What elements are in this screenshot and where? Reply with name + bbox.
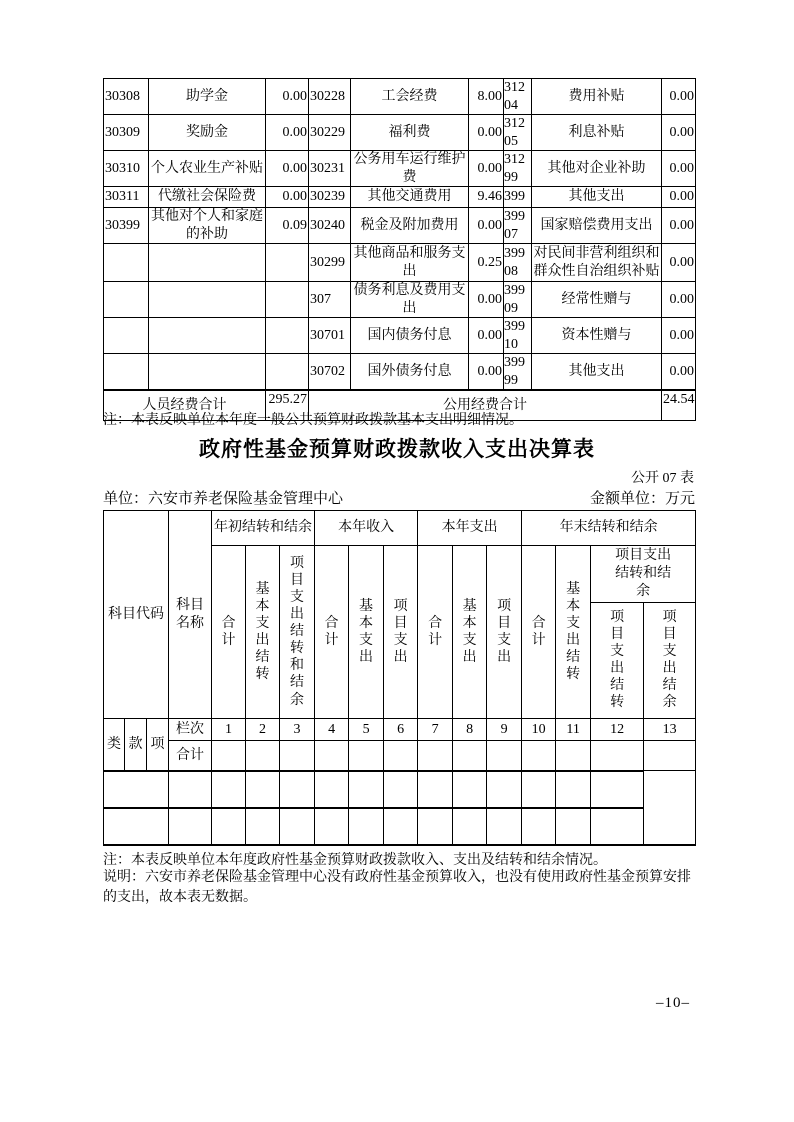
expense-group-header: 本年支出 [418, 511, 522, 546]
empty-cell [384, 808, 418, 845]
code-cell: 31299 [504, 151, 532, 187]
code-cell: 31204 [504, 79, 532, 115]
empty-cell [104, 808, 169, 845]
amount-cell [266, 354, 309, 391]
empty-cell [212, 741, 246, 771]
public-total-label: 公用经费合计 [309, 390, 662, 420]
empty-cell [212, 808, 246, 845]
amount-cell: 0.00 [266, 187, 309, 208]
column-number-cell: 6 [384, 719, 418, 741]
empty-cell [315, 808, 349, 845]
item-name-cell: 其他商品和服务支出 [351, 244, 469, 282]
code-cell: 30399 [104, 208, 149, 244]
item-name-cell: 其他交通费用 [351, 187, 469, 208]
section-title: 政府性基金预算财政拨款收入支出决算表 [199, 438, 595, 461]
empty-cell [556, 771, 591, 808]
column-header-label: 合计 [324, 615, 339, 648]
code-item-header: 项 [147, 719, 169, 771]
table-row [104, 187, 696, 208]
empty-cell [315, 771, 349, 808]
amount-cell: 0.00 [662, 318, 696, 354]
column-number-cell: 8 [453, 719, 487, 741]
item-name-cell: 助学金 [149, 79, 266, 115]
empty-cell [644, 741, 696, 771]
column-header [522, 546, 556, 719]
column-header [384, 546, 418, 719]
item-name-cell: 个人农业生产补贴 [149, 151, 266, 187]
empty-cell [418, 741, 453, 771]
item-name-cell [149, 244, 266, 282]
amount-cell [266, 244, 309, 282]
code-cell: 39909 [504, 282, 532, 318]
project-carryover-group-header [591, 546, 696, 603]
item-name-cell: 福利费 [351, 115, 469, 151]
table-row [104, 79, 696, 115]
income-group-header: 本年收入 [315, 511, 418, 546]
column-header [487, 546, 522, 719]
public-total-value: 24.54 [662, 390, 696, 420]
empty-cell [169, 771, 212, 808]
table-row [104, 282, 696, 318]
item-name-cell: 其他支出 [532, 187, 662, 208]
column-number-cell: 10 [522, 719, 556, 741]
group-header-label: 项目支出结转和结余 [615, 547, 672, 600]
empty-data-row [104, 771, 696, 808]
amount-cell [266, 318, 309, 354]
item-name-cell: 国内债务付息 [351, 318, 469, 354]
item-name-cell: 工会经费 [351, 79, 469, 115]
code-class-header: 类 [104, 719, 125, 771]
empty-cell [453, 741, 487, 771]
code-cell: 39907 [504, 208, 532, 244]
personnel-total-label: 人员经费合计 [104, 390, 266, 420]
table2-explanation: 说明：六安市养老保险基金管理中心没有政府性基金预算收入，也没有使用政府性基金预算安排的支出，故本表无数据。 [103, 870, 691, 905]
item-name-cell: 公务用车运行维护费 [351, 151, 469, 187]
amount-cell: 0.00 [469, 282, 504, 318]
column-header-label: 项目支出 [497, 598, 512, 665]
amount-cell: 0.00 [662, 187, 696, 208]
code-cell: 30311 [104, 187, 149, 208]
column-header [349, 546, 384, 719]
government-fund-table [103, 510, 696, 846]
amount-cell: 0.00 [662, 244, 696, 282]
item-name-cell [149, 354, 266, 391]
amount-cell: 8.00 [469, 79, 504, 115]
empty-cell [315, 741, 349, 771]
code-cell: 307 [309, 282, 351, 318]
column-header-label: 项目支出结转 [610, 610, 625, 711]
code-cell: 30309 [104, 115, 149, 151]
column-header-label: 合计 [531, 615, 546, 648]
item-name-cell: 费用补贴 [532, 79, 662, 115]
code-cell: 30701 [309, 318, 351, 354]
code-cell: 30231 [309, 151, 351, 187]
column-header-label: 项目支出 [393, 598, 408, 665]
column-header [556, 546, 591, 719]
code-cell: 30229 [309, 115, 351, 151]
item-name-cell: 资本性赠与 [532, 318, 662, 354]
page-number: –10– [656, 995, 690, 1011]
code-cell: 30240 [309, 208, 351, 244]
total-label: 合计 [169, 741, 212, 771]
column-header-label: 合计 [221, 615, 236, 648]
item-name-cell: 国外债务付息 [351, 354, 469, 391]
code-cell [104, 282, 149, 318]
column-index-row [104, 719, 696, 741]
item-name-cell: 债务利息及费用支出 [351, 282, 469, 318]
code-cell: 399 [504, 187, 532, 208]
column-header [591, 603, 644, 719]
item-name-cell: 国家赔偿费用支出 [532, 208, 662, 244]
table-code-label: 公开 07 表 [631, 471, 694, 486]
basic-expenditure-table [103, 78, 696, 421]
item-name-cell: 利息补贴 [532, 115, 662, 151]
amount-cell: 0.00 [469, 151, 504, 187]
amount-cell: 0.00 [469, 354, 504, 391]
column-number-cell: 11 [556, 719, 591, 741]
column-header-label: 项目支出结转和结余 [290, 555, 305, 708]
amount-cell: 0.00 [662, 79, 696, 115]
amount-cell: 0.09 [266, 208, 309, 244]
amount-cell: 0.00 [469, 318, 504, 354]
column-number-cell: 4 [315, 719, 349, 741]
table-row [104, 151, 696, 187]
code-cell: 30228 [309, 79, 351, 115]
column-header [315, 546, 349, 719]
code-cell: 30239 [309, 187, 351, 208]
column-number-cell: 7 [418, 719, 453, 741]
empty-cell [246, 808, 280, 845]
table-row [104, 318, 696, 354]
code-cell: 30299 [309, 244, 351, 282]
item-name-cell: 其他对个人和家庭的补助 [149, 208, 266, 244]
column-number-cell: 3 [280, 719, 315, 741]
subject-code-header: 科目代码 [104, 511, 169, 719]
code-cell: 30308 [104, 79, 149, 115]
empty-cell [384, 741, 418, 771]
code-section-header: 款 [125, 719, 147, 771]
table1-note: 注：本表反映单位本年度一般公共预算财政拨款基本支出明细情况。 [103, 413, 523, 428]
code-cell [104, 244, 149, 282]
empty-cell [349, 771, 384, 808]
amount-cell: 0.00 [662, 208, 696, 244]
code-cell: 39999 [504, 354, 532, 391]
column-header-label: 合计 [428, 615, 443, 648]
column-header [246, 546, 280, 719]
end-year-group-header: 年末结转和结余 [522, 511, 696, 546]
column-header-label: 基本支出结转 [255, 581, 270, 682]
column-header [418, 546, 453, 719]
amount-cell: 0.00 [662, 115, 696, 151]
header-row [104, 511, 696, 546]
amount-cell: 0.00 [266, 151, 309, 187]
amount-cell: 0.25 [469, 244, 504, 282]
subject-name-header: 科目名称 [169, 511, 212, 719]
item-name-cell: 代缴社会保险费 [149, 187, 266, 208]
amount-cell: 0.00 [662, 354, 696, 391]
empty-cell [487, 771, 522, 808]
empty-cell [169, 808, 212, 845]
column-header-label: 基本支出 [462, 598, 477, 665]
column-header [453, 546, 487, 719]
empty-cell [349, 741, 384, 771]
empty-cell [487, 741, 522, 771]
column-header [644, 603, 696, 719]
item-name-cell: 其他对企业补助 [532, 151, 662, 187]
amount-cell: 0.00 [662, 151, 696, 187]
personnel-total-value: 295.27 [266, 390, 309, 420]
column-header-label: 基本支出结转 [566, 581, 581, 682]
column-number-cell: 5 [349, 719, 384, 741]
item-name-cell: 其他支出 [532, 354, 662, 391]
code-cell [104, 354, 149, 391]
empty-cell [556, 808, 591, 845]
empty-cell [522, 808, 556, 845]
column-index-label: 栏次 [169, 719, 212, 741]
empty-cell [522, 741, 556, 771]
column-number-cell: 12 [591, 719, 644, 741]
column-number-cell: 2 [246, 719, 280, 741]
empty-cell [453, 808, 487, 845]
empty-cell [591, 771, 644, 808]
empty-cell [487, 808, 522, 845]
total-row [104, 741, 696, 771]
table-row [104, 244, 696, 282]
empty-cell [453, 771, 487, 808]
table-row [104, 208, 696, 244]
amount-cell: 0.00 [266, 79, 309, 115]
column-number-cell: 1 [212, 719, 246, 741]
column-header [212, 546, 246, 719]
empty-cell [104, 771, 169, 808]
table2-note: 注：本表反映单位本年度政府性基金预算财政拨款收入、支出及结转和结余情况。 [103, 853, 607, 868]
amount-cell: 0.00 [469, 208, 504, 244]
empty-cell [591, 741, 644, 771]
item-name-cell: 税金及附加费用 [351, 208, 469, 244]
item-name-cell: 对民间非营利组织和群众性自治组织补贴 [532, 244, 662, 282]
empty-cell [418, 808, 453, 845]
code-cell: 30310 [104, 151, 149, 187]
column-number-cell: 9 [487, 719, 522, 741]
empty-cell [212, 771, 246, 808]
column-header-label: 项目支出结余 [662, 610, 677, 711]
empty-cell [280, 741, 315, 771]
item-name-cell: 奖励金 [149, 115, 266, 151]
column-number-cell: 13 [644, 719, 696, 741]
empty-cell [349, 808, 384, 845]
item-name-cell [149, 282, 266, 318]
empty-cell [591, 808, 644, 845]
code-cell [104, 318, 149, 354]
code-cell: 30702 [309, 354, 351, 391]
amount-cell: 0.00 [662, 282, 696, 318]
amount-cell: 0.00 [469, 115, 504, 151]
empty-data-row [104, 808, 696, 845]
table-row [104, 354, 696, 391]
column-header [280, 546, 315, 719]
empty-cell [384, 771, 418, 808]
amount-unit: 金额单位：万元 [589, 491, 695, 507]
empty-cell [280, 771, 315, 808]
code-cell: 39908 [504, 244, 532, 282]
empty-cell [246, 771, 280, 808]
column-header-label: 基本支出 [359, 598, 374, 665]
amount-cell: 9.46 [469, 187, 504, 208]
code-cell: 39910 [504, 318, 532, 354]
amount-cell: 0.00 [266, 115, 309, 151]
empty-cell [280, 808, 315, 845]
unit-row [103, 487, 695, 508]
code-cell: 31205 [504, 115, 532, 151]
empty-cell [556, 741, 591, 771]
empty-cell [418, 771, 453, 808]
amount-cell [266, 282, 309, 318]
empty-cell [522, 771, 556, 808]
empty-cell [246, 741, 280, 771]
unit-name: 单位：六安市养老保险基金管理中心 [103, 491, 344, 507]
item-name-cell [149, 318, 266, 354]
table-row [104, 115, 696, 151]
begin-year-group-header: 年初结转和结余 [212, 511, 315, 546]
item-name-cell: 经常性赠与 [532, 282, 662, 318]
